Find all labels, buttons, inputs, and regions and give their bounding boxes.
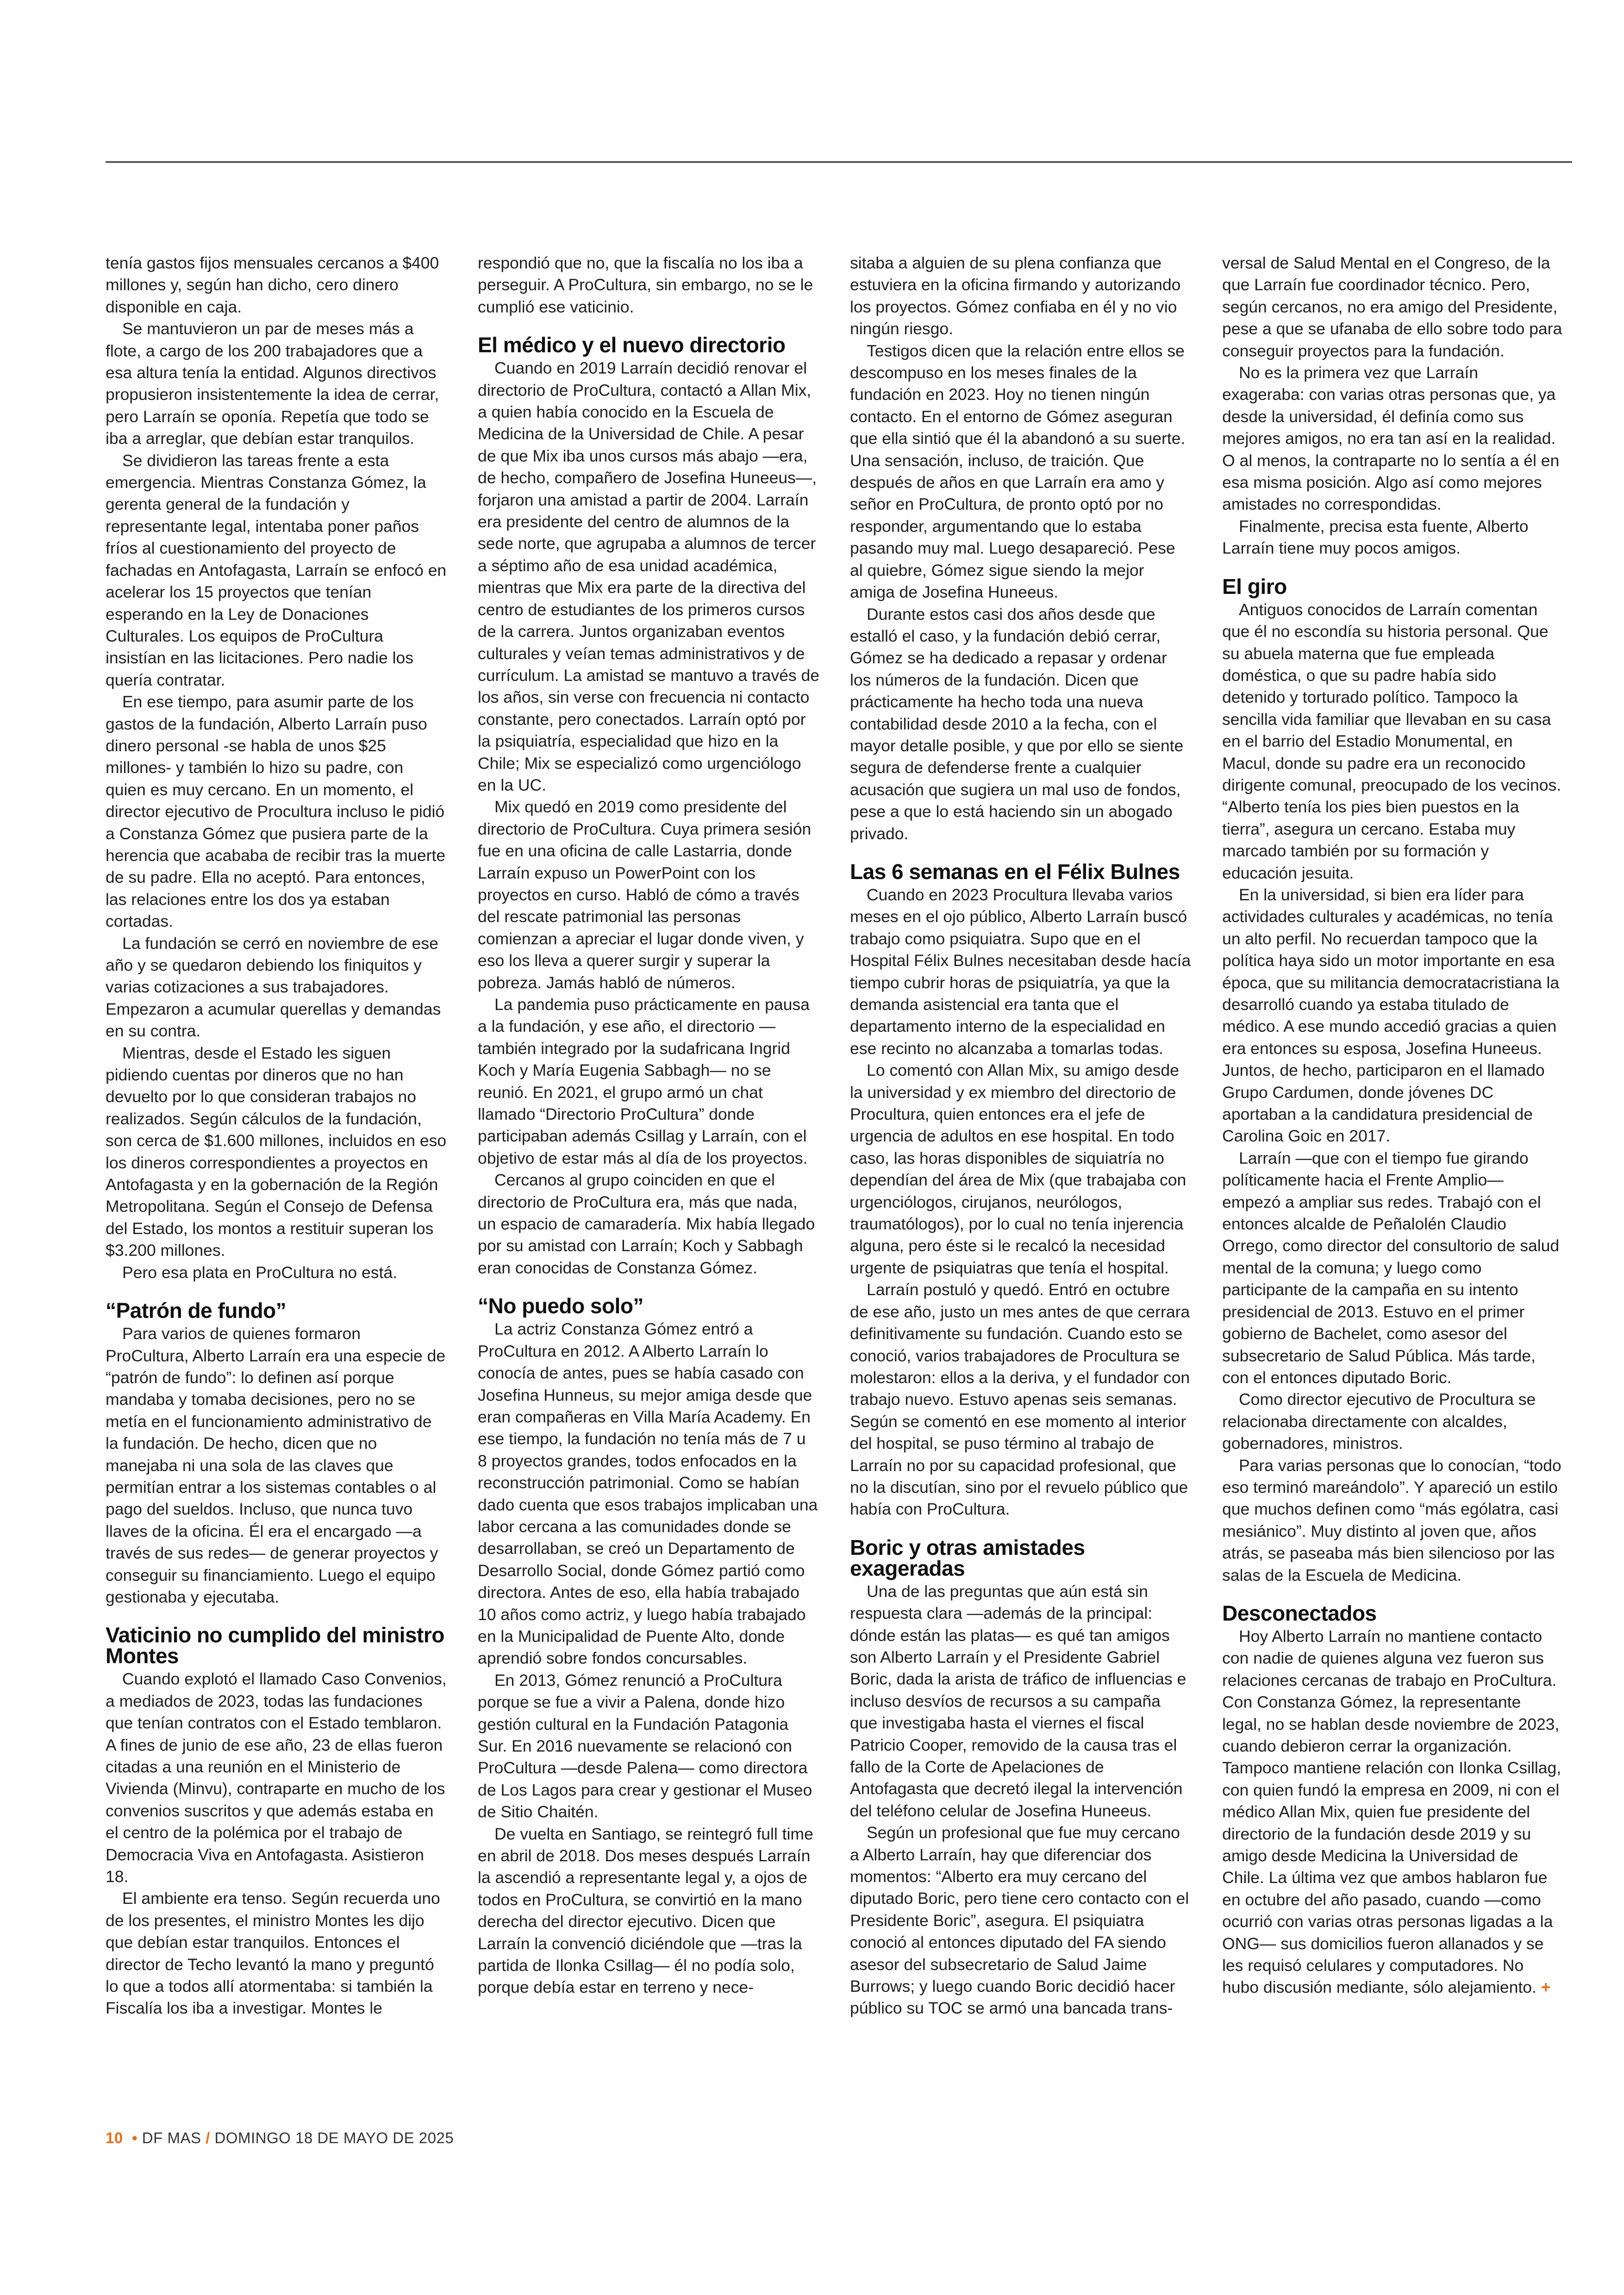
paragraph <box>478 1169 819 1279</box>
paragraph <box>478 1318 819 1670</box>
paragraph <box>106 1262 447 1284</box>
paragraph-text: Pero esa plata en ProCultura no está. <box>122 1263 398 1282</box>
paragraph-text: Según un profesional que fue muy cercano a Alberto Larraín, hay que diferenciar dos momentos: “Alberto era muy cercano del diputado Boric, pero tiene cero contacto con el Presidente Boric”, asegura. El psiquiatra conoció al entonces diputado del FA siendo asesor del subsecretario de Salud Jaime Burrows; y luego cuando Boric decidió hacer público su TOC se armó una bancada trans- <box>850 1823 1189 2018</box>
heading-text: Desconectados <box>1222 1601 1377 1625</box>
paragraph <box>850 340 1192 604</box>
paragraph <box>106 1042 447 1262</box>
paragraph-text: El ambiente era tenso. Según recuerda uno de los presentes, el ministro Montes les dijo que debían estar tranquilos. Entonces el director de Techo levantó la mano y preguntó lo que a todos allí atormentaba: si también la Fiscalía los iba a investigar. Montes le <box>106 1889 440 2018</box>
section-heading <box>850 861 1192 882</box>
paragraph <box>850 252 1192 340</box>
paragraph-text: Cuando en 2023 Procultura llevaba varios meses en el ojo público, Alberto Larraín buscó trabajo como psiquiatra. Supo que en el Hospital Félix Bulnes necesitaban desde hacía tiempo cubrir horas de psiquiatría, ya que la demanda asistencial era tanta que el departamento interno de la especialidad en ese recinto no alcanzaba a tomarlas todas. <box>850 885 1191 1058</box>
heading-text: El giro <box>1222 574 1287 599</box>
paragraph-text: No es la primera vez que Larraín exageraba: con varias otras personas que, ya desde la universidad, él definía como sus mejores amigos, no era tan así en la realidad. O al menos, la contraparte no lo sentía a él en esa misma posición. Algo así como mejores amistades no correspondidas. <box>1222 363 1560 514</box>
heading-text: Boric y otras amistades exageradas <box>850 1535 1085 1580</box>
paragraph <box>106 1888 447 2019</box>
paragraph-text: Larraín —que con el tiempo fue girando políticamente hacia el Frente Amplio— empezó a ampliar sus redes. Trabajó con el entonces alcalde de Peñalolén Claudio Orrego, como director del consultorio de salud mental de la comuna; y luego como participante de la campaña en su intento presidencial de 2013. Estuvo en el primer gobierno de Bachelet, como asesor del subsecretario de Salud Pública. Más tarde, con el entonces diputado Boric. <box>1222 1148 1560 1387</box>
heading-text: Vaticinio no cumplido del ministro Montes <box>106 1623 444 1668</box>
footer-separator: / <box>206 2129 210 2146</box>
footer-bullet: • <box>132 2129 138 2146</box>
section-heading <box>478 335 819 355</box>
paragraph <box>478 1823 819 1999</box>
heading-text: El médico y el nuevo directorio <box>478 333 786 357</box>
paragraph-text: La fundación se cerró en noviembre de ese año y se quedaron debiendo los finiquitos y varias cotizaciones a sus trabajadores. Empezaron a acumular querellas y demandas en su contra. <box>106 934 441 1041</box>
paragraph <box>1222 362 1564 516</box>
paragraph <box>106 1323 447 1608</box>
paragraph <box>106 691 447 932</box>
paragraph-text: Una de las preguntas que aún está sin respuesta clara —además de la principal: dónde están las platas— es qué tan amigos son Alberto Larraín y el Presidente Gabriel Boric, dada la arista de tráfico de influencias e incluso desvíos de recursos a su campaña que investigaba hasta el viernes el fiscal Patricio Cooper, removido de la causa tras el fallo de la Corte de Apelaciones de Antofagasta que decretó ilegal la intervención del teléfono celular de Josefina Huneeus. <box>850 1582 1187 1820</box>
paragraph <box>106 933 447 1042</box>
paragraph <box>478 357 819 796</box>
paragraph <box>1222 1148 1564 1389</box>
paragraph <box>850 1060 1192 1279</box>
paragraph-text: Cuando en 2019 Larraín decidió renovar el directorio de ProCultura, contactó a Allan Mix, a quien había conocido en la Escuela de Medicina de la Universidad de Chile. A pesar de que Mix iba unos cursos más abajo —era, de hecho, compañero de Josefina Huneeus—, forjaron una amistad a partir de 2004. Larraín era presidente del centro de alumnos de la sede norte, que agrupaba a alumnos de tercer a séptimo año de esa unidad académica, mientras que Mix era parte de la directiva del centro de estudiantes de los primeros cursos de la carrera. Juntos organizaban eventos culturales y veían temas administrativos y de currículum. La amistad se mantuvo a través de los años, sin verse con frecuencia ni contacto constante, pero conectados. Larraín optó por la psiquiatría, especialidad que hizo en la Chile; Mix se especializó como urgenciólogo en la UC. <box>478 359 819 794</box>
paragraph <box>850 884 1192 1060</box>
paragraph-text: respondió que no, que la fiscalía no los iba a perseguir. A ProCultura, sin embargo, no se le cumplió ese vaticinio. <box>478 254 813 316</box>
paragraph <box>1222 1455 1564 1586</box>
paragraph <box>1222 252 1564 362</box>
section-heading <box>850 1537 1192 1579</box>
paragraph-text: sitaba a alguien de su plena confianza que estuviera en la oficina firmando y autorizando los proyectos. Gómez confiaba en él y no vio ningún riesgo. <box>850 254 1181 338</box>
article-column-2 <box>478 252 819 1999</box>
section-heading <box>1222 1603 1564 1624</box>
paragraph-text: En la universidad, si bien era líder para actividades culturales y académicas, no tenía un alto perfil. No recuerdan tampoco que la política haya sido un motor importante en esa época, que su militancia democratacristiana la desarrolló cuando ya estaba titulado de médico. A ese mundo accedió gracias a quien era entonces su esposa, Josefina Huneeus. Juntos, de hecho, participaron en el llamado Grupo Cardumen, donde jóvenes DC aportaban a la candidatura presidencial de Carolina Goic en 2017. <box>1222 885 1560 1146</box>
paragraph-text: Se dividieron las tareas frente a esta emergencia. Mientras Constanza Gómez, la gerenta general de la fundación y representante legal, intentaba poner paños fríos al cuestionamiento del proyecto de fachadas en Antofagasta, Larraín se enfocó en acelerar los 15 proyectos que tenían esperando en la Ley de Donaciones Culturales. Los equipos de ProCultura insistían en las licitaciones. Pero nadie los quería contratar. <box>106 451 447 689</box>
end-mark: + <box>1541 1978 1551 1997</box>
paragraph <box>850 604 1192 845</box>
section-heading <box>106 1625 447 1666</box>
paragraph-text: Finalmente, precisa esta fuente, Alberto Larraín tiene muy pocos amigos. <box>1222 517 1529 558</box>
paragraph-text: Mientras, desde el Estado les siguen pidiendo cuentas por dineros que no han devuelto por lo que consideran trabajos no realizados. Según cálculos de la fundación, son cerca de $1.600 millones, incluidos en eso los dineros correspondientes a proyectos en Antofagasta y en la gobernación de la Región Metropolitana. Según el Consejo de Defensa del Estado, los montos a restituir superan los $3.200 millones. <box>106 1043 447 1260</box>
paragraph <box>850 1279 1192 1520</box>
paragraph <box>106 450 447 691</box>
header-rule <box>106 161 1572 163</box>
paragraph-text: Testigos dicen que la relación entre ellos se descompuso en los meses finales de la fundación en 2023. Hoy no tienen ningún contacto. En el entorno de Gómez aseguran que ella sintió que él la abandonó a su suerte. Una sensación, incluso, de traición. Que después de años en que Larraín era amo y señor en ProCultura, de pronto optó por no responder, argumentando que lo estaba pasando muy mal. Luego desapareció. Pese al quiebre, Gómez sigue siendo la mejor amiga de Josefina Huneeus. <box>850 341 1186 602</box>
paragraph-text: En 2013, Gómez renunció a ProCultura porque se fue a vivir a Palena, donde hizo gestión cultural en la Fundación Patagonia Sur. En 2016 nuevamente se relacionó con ProCultura —desde Palena— como directora de Los Lagos para crear y gestionar el Museo de Sitio Chaitén. <box>478 1671 812 1821</box>
paragraph-text: Para varios de quienes formaron ProCultura, Alberto Larraín era una especie de “patrón de fundo”: lo definen así porque mandaba y tomaba decisiones, pero no se metía en el funcionamiento administrativo de la fundación. De hecho, dicen que no manejaba ni una sola de las claves que permitían entrar a los sistemas contables o al pago del sueldos. Incluso, que nunca tuvo llaves de la oficina. Él era el encargado —a través de sus redes— de generar proyectos y conseguir su financiamiento. Luego el equipo gestionaba y ejecutaba. <box>106 1324 446 1606</box>
paragraph <box>106 1668 447 1888</box>
paragraph <box>1222 1626 1564 1999</box>
paragraph-text: Durante estos casi dos años desde que estalló el caso, y la fundación debió cerrar, Gómez se ha dedicado a repasar y ordenar los números de la fundación. Dicen que prácticamente ha hecho toda una nueva contabilidad desde 2010 a la fecha, con el mayor detalle posible, y que por ello se siente segura de defenderse frente a cualquier acusación que sugiera un mal uso de fondos, pese a que lo está haciendo sin un abogado privado. <box>850 605 1184 843</box>
paragraph-text: Cercanos al grupo coinciden en que el directorio de ProCultura era, más que nada, un espacio de camaradería. Mix había llegado por su amistad con Larraín; Koch y Sabbagh eran conocidas de Constanza Gómez. <box>478 1171 815 1277</box>
paragraph-text: De vuelta en Santiago, se reintegró full time en abril de 2018. Dos meses después Larraín la ascendió a representante legal y, a ojos de todos en ProCultura, se convirtió en la mano derecha del director ejecutivo. Dicen que Larraín la convenció diciéndole que —tras la partida de Ilonka Csillag— él no podía solo, porque debía estar en terreno y nece- <box>478 1824 813 1997</box>
paragraph-text: Mix quedó en 2019 como presidente del directorio de ProCultura. Cuya primera sesión fue en una oficina de calle Lastarria, donde Larraín expuso un PowerPoint con los proyectos en curso. Habló de cómo a través del rescate patrimonial las personas comienzan a apreciar el lugar donde viven, y eso los lleva a querer surgir y superar la pobreza. Jamás habló de números. <box>478 798 812 992</box>
paragraph <box>850 1581 1192 1822</box>
heading-text: Las 6 semanas en el Félix Bulnes <box>850 859 1180 884</box>
paragraph-text: Larraín postuló y quedó. Entró en octubre de ese año, justo un mes antes de que cerrara definitivamente su fundación. Cuando esto se conoció, varios trabajadores de Procultura se molestaron: ellos a la deriva, y el fundador con trabajo nuevo. Estuvo apenas seis semanas. Según se comentó en ese momento al interior del hospital, se puso término al trabajo de Larraín no por su capacidad profesional, que no la discutían, sino por el revuelo público que había con ProCultura. <box>850 1280 1190 1519</box>
paragraph-text: La actriz Constanza Gómez entró a ProCultura en 2012. A Alberto Larraín lo conocía de antes, pues se había casado con Josefina Hunneus, su mejor amiga desde que eran compañeras en Villa María Academy. En ese tiempo, la fundación no tenía más de 7 u 8 proyectos grandes, todos enfocados en la reconstrucción patrimonial. Como se habían dado cuenta que esos trabajos implicaban una labor cercana a las comunidades donde se desarrollaban, se creó un Departamento de Desarrollo Social, donde Gómez partió como directora. Antes de eso, ella había trabajado 10 años como actriz, y luego había trabajado en la Municipalidad de Puente Alto, donde aprendió sobre fondos concursables. <box>478 1320 818 1668</box>
paragraph-text: Se mantuvieron un par de meses más a flote, a cargo de los 200 trabajadores que a esa altura tenía la entidad. Algunos directivos propusieron insistentemente la idea de cerrar, pero Larraín se oponía. Repetía que todo se iba a arreglar, que debían estar tranquilos. <box>106 319 439 448</box>
paragraph <box>850 1822 1192 2020</box>
article-column-4 <box>1222 252 1564 1999</box>
article-column-3 <box>850 252 1192 2020</box>
heading-text: “No puedo solo” <box>478 1294 643 1318</box>
paragraph-text: Lo comentó con Allan Mix, su amigo desde la universidad y ex miembro del directorio de Procultura, quien entonces era el jefe de urgencia de adultos en ese hospital. En todo caso, las horas disponibles de siquiatría no dependían del área de Mix (que trabajaba con urgenciólogos, cirujanos, neurólogos, traumatólogos), por lo cual no tenía injerencia alguna, pero éste si le recalcó la necesidad urgente de psiquiatras que tenía el hospital. <box>850 1061 1187 1277</box>
paragraph-text: Antiguos conocidos de Larraín comentan que él no escondía su historia personal. Que su abuela materna que fue empleada doméstica, o que su padre había sido detenido y torturado político. Tampoco la sencilla vida familiar que llevaban en su casa en el barrio del Estadio Monumental, en Macul, donde su padre era un reconocido dirigente comunal, preocupado de los vecinos. “Alberto tenía los pies bien puestos en la tierra”, asegura un cercano. Estaba muy marcado también por su formación y educación jesuita. <box>1222 600 1562 882</box>
paragraph <box>478 796 819 994</box>
paragraph <box>106 252 447 318</box>
article-column-1 <box>106 252 447 2020</box>
paragraph-text: Cuando explotó el llamado Caso Convenios, a mediados de 2023, todas las fundaciones que tenían contratos con el Estado temblaron. A fines de junio de ese año, 23 de ellas fueron citadas a una reunión en el Ministerio de Vivienda (Minvu), contraparte en mucho de los convenios suscritos y que además estaba en el centro de la polémica por el trabajo de Democracia Viva en Antofagasta. Asistieron 18. <box>106 1670 447 1886</box>
page-footer <box>106 2129 454 2147</box>
paragraph <box>1222 1389 1564 1454</box>
paragraph-text: Hoy Alberto Larraín no mantiene contacto con nadie de quienes alguna vez fueron sus relaciones cercanas de trabajo en ProCultura. Con Constanza Gómez, la representante legal, no se hablan desde noviembre de 2023, cuando debieron cerrar la organización. Tampoco mantiene relación con Ilonka Csillag, con quien fundó la empresa en 2009, ni con el médico Allan Mix, quien fue presidente del directorio de la fundación desde 2019 y su amigo desde Medicina la Universidad de Chile. La última vez que ambos hablaron fue en octubre del año pasado, cuando —como ocurrió con varias otras personas ligadas a la ONG— sus domicilios fueron allanados y se les requisó celulares y computadores. No hubo discusión mediante, sólo alejamiento. <box>1222 1627 1562 1997</box>
heading-text: “Patrón de fundo” <box>106 1298 287 1323</box>
paragraph-text: versal de Salud Mental en el Congreso, de la que Larraín fue coordinador técnico. Pero, según cercanos, no era amigo del Presidente, pese a que se ufanaba de ello sobre todo para conseguir proyectos para la fundación. <box>1222 254 1562 360</box>
issue-date: DOMINGO 18 DE MAYO DE 2025 <box>214 2129 454 2146</box>
paragraph-text: La pandemia puso prácticamente en pausa a la fundación, y ese año, el directorio —también integrado por la sudafricana Ingrid Koch y María Eugenia Sabbagh— no se reunió. En 2021, el grupo armó un chat llamado “Directorio ProCultura” donde participaban además Csillag y Larraín, con el objetivo de estar más al día de los proyectos. <box>478 995 810 1167</box>
paragraph-text: Como director ejecutivo de Procultura se relacionaba directamente con alcaldes, gobernadores, ministros. <box>1222 1390 1536 1453</box>
paragraph <box>106 318 447 449</box>
paragraph <box>478 994 819 1169</box>
paragraph <box>1222 599 1564 884</box>
paragraph <box>478 252 819 318</box>
section-name: DF MAS <box>142 2129 201 2146</box>
paragraph <box>1222 516 1564 560</box>
section-heading <box>478 1296 819 1316</box>
section-heading <box>1222 576 1564 597</box>
paragraph-text: En ese tiempo, para asumir parte de los gastos de la fundación, Alberto Larraín puso dinero personal -se habla de unos $25 millones- y también lo hizo su padre, con quien es muy cercano. En un momento, el director ejecutivo de Procultura incluso le pidió a Constanza Gómez que pusiera parte de la herencia que acababa de recibir tras la muerte de su padre. Ella no aceptó. Para entonces, las relaciones entre los dos ya estaban cortadas. <box>106 692 446 931</box>
paragraph <box>1222 884 1564 1148</box>
paragraph <box>478 1670 819 1823</box>
page-number: 10 <box>106 2129 123 2146</box>
section-heading <box>106 1300 447 1321</box>
paragraph-text: tenía gastos fijos mensuales cercanos a $400 millones y, según han dicho, cero dinero disponible en caja. <box>106 254 439 316</box>
paragraph-text: Para varias personas que lo conocían, “todo eso terminó mareándolo”. Y apareció un estilo que muchos definen como “más ególatra, casi mesiánico”. Muy distinto al joven que, años atrás, se paseaba más bien silencioso por las salas de la Escuela de Medicina. <box>1222 1456 1562 1584</box>
